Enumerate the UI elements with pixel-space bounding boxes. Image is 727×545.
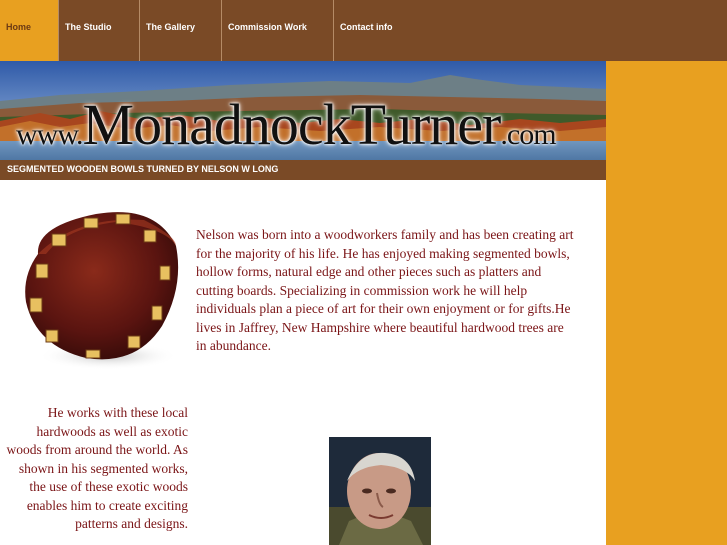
portrait-photo	[329, 437, 431, 545]
tagline-bar: SEGMENTED WOODEN BOWLS TURNED BY NELSON W LONG	[0, 160, 606, 180]
header-banner	[0, 61, 606, 160]
nav-item-home[interactable]: Home	[0, 0, 59, 61]
title-main: MonadnockTurner	[82, 92, 501, 157]
bowl-image	[16, 206, 184, 376]
title-prefix: www.	[16, 118, 83, 151]
main-nav	[0, 0, 727, 61]
nav-item-commission[interactable]: Commission Work	[222, 0, 334, 61]
woods-paragraph: He works with these local hardwoods as well as exotic woods from around the world. As shown in his segmented works, the use of these exotic woods enables him to create exciting patterns and designs.	[6, 405, 188, 531]
bio-paragraph: Nelson was born into a woodworkers family and has been creating art for the majority of his life. He has enjoyed making segmented bowls, hollow forms, natural edge and other pieces such as platters and cutting boards. Specializing in commission work he will help individuals plan a piece of art for their own enjoyment or for gifts.He lives in Jaffrey, New Hampshire where beautiful hardwood trees are in abundance.	[196, 227, 574, 353]
nav-item-contact[interactable]: Contact info	[340, 22, 393, 32]
nav-item-gallery[interactable]: The Gallery	[140, 0, 222, 61]
side-strip	[606, 61, 727, 545]
site-title	[16, 91, 556, 158]
title-suffix: .com	[500, 118, 556, 151]
nav-item-studio[interactable]: The Studio	[59, 0, 140, 61]
